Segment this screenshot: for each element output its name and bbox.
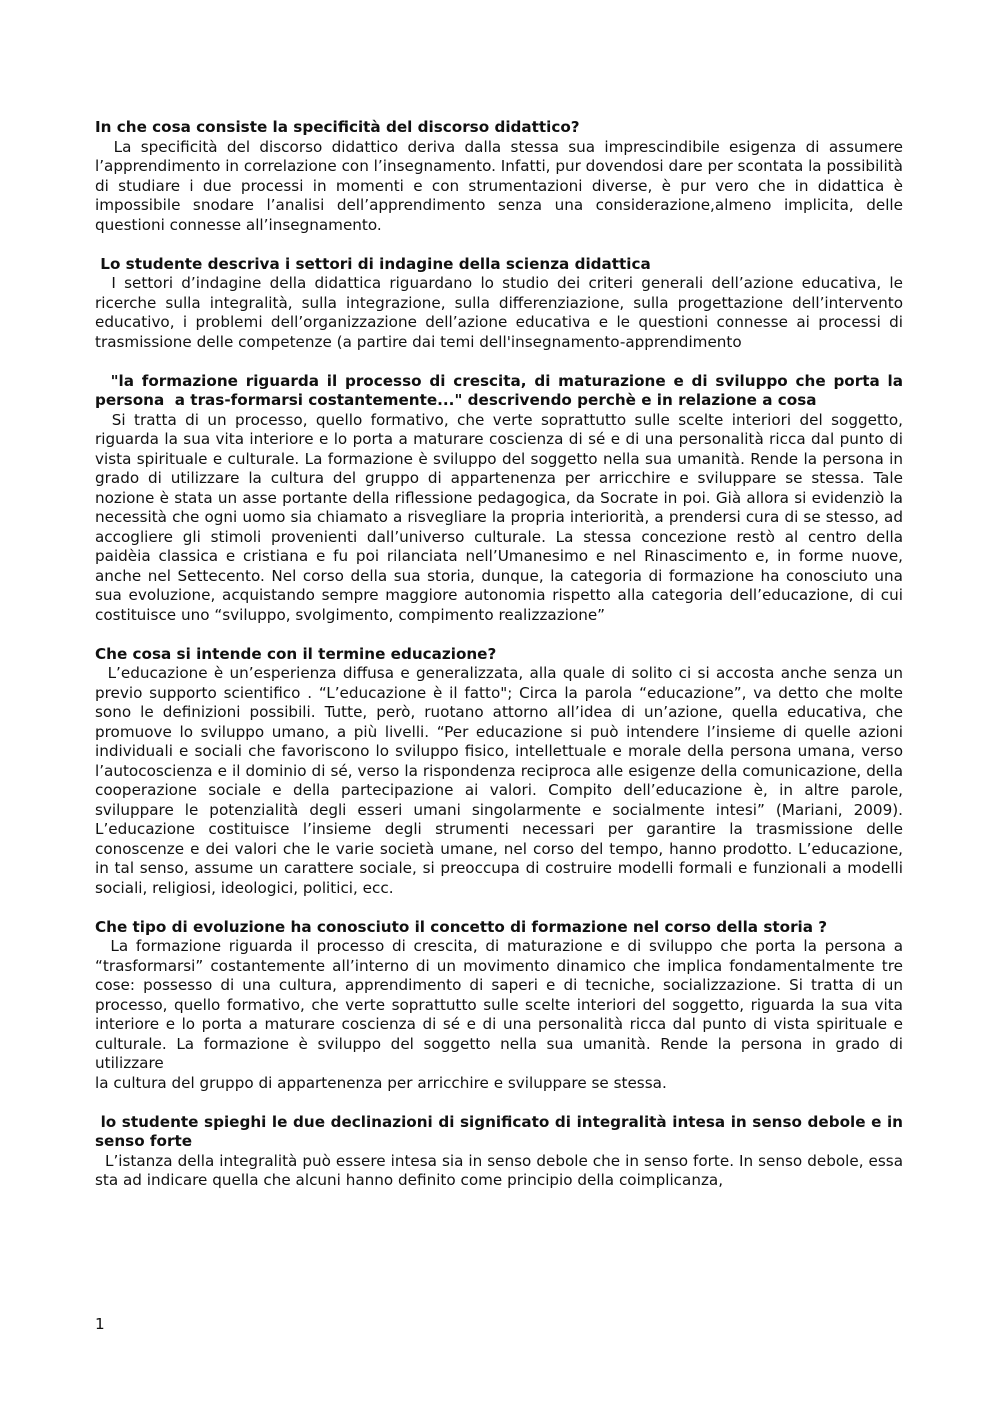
answer-paragraph: L’educazione è un’esperienza diffusa e generalizzata, alla quale di solito ci si accosta anche senza un previo supporto scientifico . “L’educazione è il fatto"; Circa la parola “educazione”, va detto che molte sono le definizioni possibili. Tutte, però, ruotano attorno all’idea di un’azione, quella educativa, che promuove lo sviluppo umano, a più livelli. “Per educazione si può intendere l’insieme di quelle azioni individuali e sociali che favoriscono lo sviluppo fisico, intellettuale e morale della persona umana, verso l’autocoscienza e il dominio di sé, verso la rispondenza reciproca alle esigenze della comunicazione, della cooperazione sociale e della partecipazione ai valori. Compito dell’educazione è, in altre parole, sviluppare le potenzialità degli esseri umani singolarmente e socialmente intesi” (Mariani, 2009). L’educazione costituisce l’insieme degli strumenti necessari per garantire la trasmissione delle conoscenze e dei valori che le varie società umane, nel corso del tempo, hanno prodotto. L’educazione, in tal senso, assume un carattere sociale, si preoccupa di costruire modelli formali e funzionali a modelli sociali, religiosi, ideologici, politici, ecc.	[95, 664, 903, 897]
section-spacer	[95, 625, 903, 645]
section-formation-process	[95, 372, 903, 626]
answer-paragraph: L’istanza della integralità può essere intesa sia in senso debole che in senso forte. In senso debole, essa sta ad indicare quella che alcuni hanno definito come principio della coimplicanza,	[95, 1151, 903, 1189]
section-research-sectors	[95, 255, 903, 353]
section-spacer	[95, 898, 903, 918]
answer-paragraph: La specificità del discorso didattico deriva dalla stessa sua imprescindibile esigenza di assumere l’apprendimento in correlazione con l’insegnamento. Infatti, pur dovendosi dare per scontata la possibilità di studiare i due processi in momenti e con strumentazioni diverse, è pur vero che in didattica è impossibile snodare l’analisi dell’apprendimento senza una considerazione,almeno implicita, delle questioni connesse all’insegnamento.	[95, 137, 903, 234]
question-heading: "la formazione riguarda il processo di crescita, di maturazione e di sviluppo che porta la persona a tras-formarsi costantemente..." descrivendo perchè e in relazione a cosa	[95, 371, 903, 409]
question-heading: lo studente spieghi le due declinazioni di significato di integralità intesa in senso debole e in senso forte	[95, 1112, 903, 1150]
section-didactic-specificity	[95, 118, 903, 235]
document-page	[95, 118, 903, 1191]
answer-paragraph: Si tratta di un processo, quello formativo, che verte soprattutto sulle scelte interiori del soggetto, riguarda la sua vita interiore e lo porta a maturare coscienza di sé e di una personalità ricca dal punto di vista spirituale e culturale. La formazione è sviluppo del soggetto nella sua umanità. Rende la persona in grado di utilizzare la cultura del gruppo di appartenenza per arricchire e sviluppare se stessa. Tale nozione è stata un asse portante della riflessione pedagogica, da Socrate in poi. Già allora si evidenziò la necessità che ogni uomo sia chiamato a risvegliare la propria interiorità, a prendersi cura di se stesso, ad accogliere gli stimoli provenienti dall’universo culturale. La stessa concezione restò al centro della paidèia classica e cristiana e fu poi rilanciata nell’Umanesimo e nel Rinascimento e, in forme nuove, anche nel Settecento. Nel corso della sua storia, dunque, la categoria di formazione ha conosciuto una sua evoluzione, acquistando sempre maggiore autonomia rispetto alla categoria dell’educazione, di cui costituisce uno “sviluppo, svolgimento, compimento realizzazione”	[95, 410, 903, 624]
section-spacer	[95, 235, 903, 255]
section-spacer	[95, 1093, 903, 1113]
answer-paragraph: I settori d’indagine della didattica riguardano lo studio dei criteri generali dell’azione educativa, le ricerche sulla integralità, sulla integrazione, sulla differenziazione, sulla progettazione dell’intervento educativo, i problemi dell’organizzazione dell’azione educativa e le questioni connesse ai processi di trasmissione delle competenze (a partire dai temi dell'insegnamento-apprendimento	[95, 274, 903, 351]
section-education-definition	[95, 645, 903, 899]
section-spacer	[95, 352, 903, 372]
question-heading: Lo studente descriva i settori di indagine della scienza didattica	[95, 254, 651, 273]
question-heading: In che cosa consiste la specificità del discorso didattico?	[95, 118, 580, 136]
answer-paragraph: La formazione riguarda il processo di crescita, di maturazione e di sviluppo che porta la persona a “trasformarsi” costantemente all’interno di un movimento dinamico che implica fondamentalmente tre cose: possesso di una cultura, apprendimento di saperi e di tecniche, socializzazione. Si tratta di un processo, quello formativo, che verte soprattutto sulle scelte interiori del soggetto, riguarda la sua vita interiore e lo porta a maturare coscienza di sé e di una personalità ricca dal punto di vista spirituale e culturale. La formazione è sviluppo del soggetto nella sua umanità. Rende la persona in grado di utilizzare	[95, 937, 903, 1072]
section-formation-evolution	[95, 918, 903, 1094]
page-number: 1	[95, 1315, 105, 1333]
question-heading: Che tipo di evoluzione ha conosciuto il concetto di formazione nel corso della storia ?	[95, 917, 828, 936]
question-heading: Che cosa si intende con il termine educazione?	[95, 644, 497, 663]
answer-continuation: la cultura del gruppo di appartenenza per arricchire e sviluppare se stessa.	[95, 1073, 667, 1092]
section-integrality	[95, 1113, 903, 1191]
